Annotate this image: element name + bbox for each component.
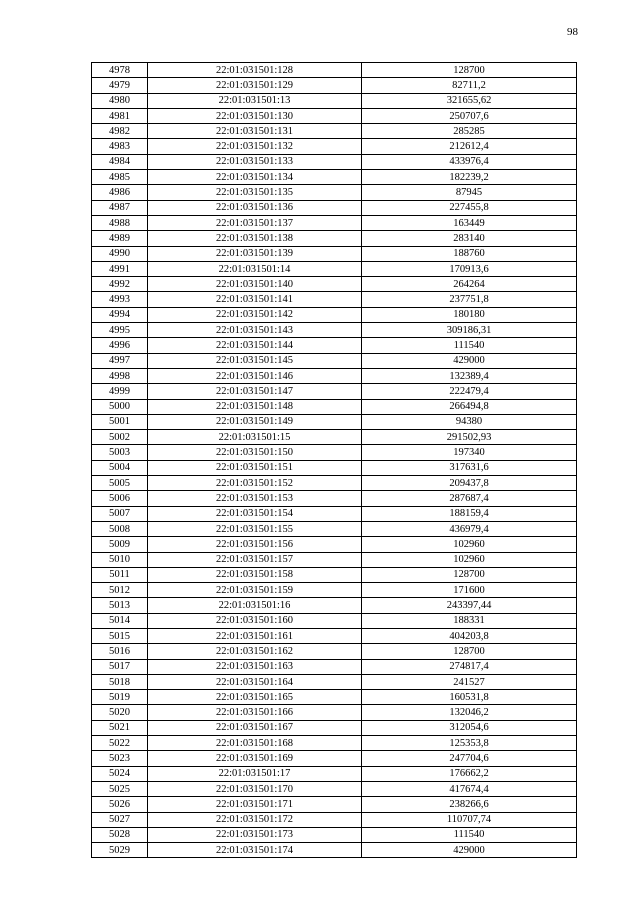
row-number-cell: 4995 xyxy=(92,323,148,338)
cadastral-number-cell: 22:01:031501:133 xyxy=(148,154,362,169)
value-cell: 250707,6 xyxy=(362,108,577,123)
value-cell: 433976,4 xyxy=(362,154,577,169)
table-row xyxy=(92,781,577,796)
row-number-cell: 5026 xyxy=(92,797,148,812)
row-number-cell: 5029 xyxy=(92,843,148,858)
table-row xyxy=(92,674,577,689)
row-number-cell: 4989 xyxy=(92,231,148,246)
cadastral-number-cell: 22:01:031501:150 xyxy=(148,445,362,460)
value-cell: 180180 xyxy=(362,307,577,322)
table-row xyxy=(92,185,577,200)
cadastral-number-cell: 22:01:031501:141 xyxy=(148,292,362,307)
cadastral-number-cell: 22:01:031501:135 xyxy=(148,185,362,200)
cadastral-number-cell: 22:01:031501:165 xyxy=(148,690,362,705)
value-cell: 188760 xyxy=(362,246,577,261)
cadastral-number-cell: 22:01:031501:144 xyxy=(148,338,362,353)
cadastral-number-cell: 22:01:031501:164 xyxy=(148,674,362,689)
value-cell: 111540 xyxy=(362,338,577,353)
table-row xyxy=(92,812,577,827)
cadastral-number-cell: 22:01:031501:157 xyxy=(148,552,362,567)
row-number-cell: 5025 xyxy=(92,781,148,796)
value-cell: 87945 xyxy=(362,185,577,200)
row-number-cell: 5027 xyxy=(92,812,148,827)
cadastral-number-cell: 22:01:031501:159 xyxy=(148,583,362,598)
cadastral-number-cell: 22:01:031501:153 xyxy=(148,491,362,506)
cadastral-number-cell: 22:01:031501:143 xyxy=(148,323,362,338)
cadastral-number-cell: 22:01:031501:17 xyxy=(148,766,362,781)
value-cell: 417674,4 xyxy=(362,781,577,796)
table-row xyxy=(92,384,577,399)
row-number-cell: 5011 xyxy=(92,567,148,582)
cadastral-number-cell: 22:01:031501:168 xyxy=(148,736,362,751)
value-cell: 241527 xyxy=(362,674,577,689)
cadastral-number-cell: 22:01:031501:136 xyxy=(148,200,362,215)
row-number-cell: 4992 xyxy=(92,277,148,292)
table-row xyxy=(92,460,577,475)
table-row xyxy=(92,215,577,230)
row-number-cell: 5012 xyxy=(92,583,148,598)
table-row xyxy=(92,506,577,521)
cadastral-number-cell: 22:01:031501:155 xyxy=(148,521,362,536)
row-number-cell: 5014 xyxy=(92,613,148,628)
value-cell: 285285 xyxy=(362,124,577,139)
value-cell: 102960 xyxy=(362,552,577,567)
value-cell: 243397,44 xyxy=(362,598,577,613)
table-row xyxy=(92,476,577,491)
table-row xyxy=(92,797,577,812)
table-row xyxy=(92,491,577,506)
row-number-cell: 5003 xyxy=(92,445,148,460)
cadastral-number-cell: 22:01:031501:128 xyxy=(148,63,362,78)
row-number-cell: 5009 xyxy=(92,537,148,552)
table-row xyxy=(92,353,577,368)
cadastral-number-cell: 22:01:031501:173 xyxy=(148,827,362,842)
value-cell: 274817,4 xyxy=(362,659,577,674)
value-cell: 163449 xyxy=(362,215,577,230)
cadastral-number-cell: 22:01:031501:172 xyxy=(148,812,362,827)
row-number-cell: 4996 xyxy=(92,338,148,353)
table-row xyxy=(92,720,577,735)
cadastral-number-cell: 22:01:031501:151 xyxy=(148,460,362,475)
row-number-cell: 5018 xyxy=(92,674,148,689)
cadastral-number-cell: 22:01:031501:15 xyxy=(148,430,362,445)
table-row xyxy=(92,567,577,582)
value-cell: 125353,8 xyxy=(362,736,577,751)
table-row xyxy=(92,766,577,781)
cadastral-number-cell: 22:01:031501:160 xyxy=(148,613,362,628)
table-row xyxy=(92,552,577,567)
cadastral-number-cell: 22:01:031501:156 xyxy=(148,537,362,552)
table-row xyxy=(92,108,577,123)
row-number-cell: 4978 xyxy=(92,63,148,78)
cadastral-number-cell: 22:01:031501:14 xyxy=(148,261,362,276)
table-body xyxy=(92,63,577,858)
cadastral-number-cell: 22:01:031501:140 xyxy=(148,277,362,292)
table-row xyxy=(92,338,577,353)
cadastral-number-cell: 22:01:031501:163 xyxy=(148,659,362,674)
value-cell: 132046,2 xyxy=(362,705,577,720)
value-cell: 160531,8 xyxy=(362,690,577,705)
cadastral-number-cell: 22:01:031501:154 xyxy=(148,506,362,521)
cadastral-number-cell: 22:01:031501:138 xyxy=(148,231,362,246)
table-row xyxy=(92,139,577,154)
row-number-cell: 4987 xyxy=(92,200,148,215)
table-row xyxy=(92,690,577,705)
value-cell: 321655,62 xyxy=(362,93,577,108)
table-row xyxy=(92,843,577,858)
value-cell: 176662,2 xyxy=(362,766,577,781)
row-number-cell: 5000 xyxy=(92,399,148,414)
cadastral-number-cell: 22:01:031501:170 xyxy=(148,781,362,796)
cadastral-number-cell: 22:01:031501:152 xyxy=(148,476,362,491)
value-cell: 222479,4 xyxy=(362,384,577,399)
value-cell: 197340 xyxy=(362,445,577,460)
value-cell: 170913,6 xyxy=(362,261,577,276)
table-row xyxy=(92,659,577,674)
row-number-cell: 5010 xyxy=(92,552,148,567)
cadastral-number-cell: 22:01:031501:158 xyxy=(148,567,362,582)
value-cell: 237751,8 xyxy=(362,292,577,307)
row-number-cell: 5023 xyxy=(92,751,148,766)
cadastral-number-cell: 22:01:031501:171 xyxy=(148,797,362,812)
table-row xyxy=(92,93,577,108)
table-row xyxy=(92,583,577,598)
value-cell: 188331 xyxy=(362,613,577,628)
table-row xyxy=(92,246,577,261)
row-number-cell: 5001 xyxy=(92,414,148,429)
cadastral-number-cell: 22:01:031501:149 xyxy=(148,414,362,429)
row-number-cell: 5024 xyxy=(92,766,148,781)
row-number-cell: 5002 xyxy=(92,430,148,445)
cadastral-number-cell: 22:01:031501:130 xyxy=(148,108,362,123)
row-number-cell: 5020 xyxy=(92,705,148,720)
value-cell: 287687,4 xyxy=(362,491,577,506)
table-row xyxy=(92,78,577,93)
value-cell: 212612,4 xyxy=(362,139,577,154)
row-number-cell: 5015 xyxy=(92,628,148,643)
value-cell: 209437,8 xyxy=(362,476,577,491)
cadastral-number-cell: 22:01:031501:131 xyxy=(148,124,362,139)
value-cell: 102960 xyxy=(362,537,577,552)
value-cell: 238266,6 xyxy=(362,797,577,812)
row-number-cell: 4980 xyxy=(92,93,148,108)
cadastral-number-cell: 22:01:031501:174 xyxy=(148,843,362,858)
cadastral-number-cell: 22:01:031501:162 xyxy=(148,644,362,659)
cadastral-number-cell: 22:01:031501:166 xyxy=(148,705,362,720)
cadastral-number-cell: 22:01:031501:161 xyxy=(148,628,362,643)
row-number-cell: 4998 xyxy=(92,368,148,383)
value-cell: 182239,2 xyxy=(362,170,577,185)
table-row xyxy=(92,644,577,659)
table-row xyxy=(92,63,577,78)
table-row xyxy=(92,124,577,139)
cadastral-number-cell: 22:01:031501:13 xyxy=(148,93,362,108)
value-cell: 312054,6 xyxy=(362,720,577,735)
cadastral-number-cell: 22:01:031501:147 xyxy=(148,384,362,399)
row-number-cell: 5022 xyxy=(92,736,148,751)
value-cell: 429000 xyxy=(362,353,577,368)
table-row xyxy=(92,537,577,552)
row-number-cell: 5016 xyxy=(92,644,148,659)
cadastral-number-cell: 22:01:031501:132 xyxy=(148,139,362,154)
table-row xyxy=(92,323,577,338)
row-number-cell: 5008 xyxy=(92,521,148,536)
table-row xyxy=(92,170,577,185)
row-number-cell: 5006 xyxy=(92,491,148,506)
row-number-cell: 4991 xyxy=(92,261,148,276)
table-row xyxy=(92,598,577,613)
cadastral-number-cell: 22:01:031501:146 xyxy=(148,368,362,383)
table-row xyxy=(92,368,577,383)
table-row xyxy=(92,399,577,414)
table-row xyxy=(92,751,577,766)
cadastral-number-cell: 22:01:031501:129 xyxy=(148,78,362,93)
cadastral-number-cell: 22:01:031501:137 xyxy=(148,215,362,230)
table-row xyxy=(92,200,577,215)
value-cell: 171600 xyxy=(362,583,577,598)
row-number-cell: 4988 xyxy=(92,215,148,230)
row-number-cell: 5013 xyxy=(92,598,148,613)
table-row xyxy=(92,154,577,169)
table-row xyxy=(92,277,577,292)
row-number-cell: 4982 xyxy=(92,124,148,139)
value-cell: 110707,74 xyxy=(362,812,577,827)
table-row xyxy=(92,414,577,429)
cadastral-number-cell: 22:01:031501:134 xyxy=(148,170,362,185)
table-row xyxy=(92,705,577,720)
row-number-cell: 4981 xyxy=(92,108,148,123)
row-number-cell: 4993 xyxy=(92,292,148,307)
table-row xyxy=(92,628,577,643)
value-cell: 128700 xyxy=(362,644,577,659)
cadastral-number-cell: 22:01:031501:148 xyxy=(148,399,362,414)
cadastral-value-table xyxy=(91,62,577,858)
row-number-cell: 5028 xyxy=(92,827,148,842)
value-cell: 128700 xyxy=(362,63,577,78)
value-cell: 436979,4 xyxy=(362,521,577,536)
table-row xyxy=(92,445,577,460)
table-row xyxy=(92,231,577,246)
row-number-cell: 4985 xyxy=(92,170,148,185)
page-number: 98 xyxy=(567,26,578,38)
table-row xyxy=(92,613,577,628)
value-cell: 128700 xyxy=(362,567,577,582)
value-cell: 188159,4 xyxy=(362,506,577,521)
table-row xyxy=(92,261,577,276)
row-number-cell: 5005 xyxy=(92,476,148,491)
value-cell: 132389,4 xyxy=(362,368,577,383)
row-number-cell: 4997 xyxy=(92,353,148,368)
row-number-cell: 4999 xyxy=(92,384,148,399)
value-cell: 94380 xyxy=(362,414,577,429)
row-number-cell: 5021 xyxy=(92,720,148,735)
row-number-cell: 5004 xyxy=(92,460,148,475)
value-cell: 227455,8 xyxy=(362,200,577,215)
table-row xyxy=(92,827,577,842)
row-number-cell: 4983 xyxy=(92,139,148,154)
row-number-cell: 5007 xyxy=(92,506,148,521)
value-cell: 247704,6 xyxy=(362,751,577,766)
cadastral-number-cell: 22:01:031501:139 xyxy=(148,246,362,261)
row-number-cell: 4986 xyxy=(92,185,148,200)
table-row xyxy=(92,307,577,322)
value-cell: 111540 xyxy=(362,827,577,842)
value-cell: 404203,8 xyxy=(362,628,577,643)
row-number-cell: 4994 xyxy=(92,307,148,322)
row-number-cell: 5017 xyxy=(92,659,148,674)
row-number-cell: 4990 xyxy=(92,246,148,261)
value-cell: 317631,6 xyxy=(362,460,577,475)
value-cell: 266494,8 xyxy=(362,399,577,414)
value-cell: 283140 xyxy=(362,231,577,246)
table-row xyxy=(92,292,577,307)
cadastral-number-cell: 22:01:031501:142 xyxy=(148,307,362,322)
row-number-cell: 5019 xyxy=(92,690,148,705)
row-number-cell: 4979 xyxy=(92,78,148,93)
table-row xyxy=(92,521,577,536)
value-cell: 82711,2 xyxy=(362,78,577,93)
value-cell: 291502,93 xyxy=(362,430,577,445)
row-number-cell: 4984 xyxy=(92,154,148,169)
cadastral-number-cell: 22:01:031501:169 xyxy=(148,751,362,766)
cadastral-number-cell: 22:01:031501:16 xyxy=(148,598,362,613)
table-row xyxy=(92,736,577,751)
value-cell: 309186,31 xyxy=(362,323,577,338)
cadastral-number-cell: 22:01:031501:167 xyxy=(148,720,362,735)
value-cell: 264264 xyxy=(362,277,577,292)
table-row xyxy=(92,430,577,445)
cadastral-number-cell: 22:01:031501:145 xyxy=(148,353,362,368)
value-cell: 429000 xyxy=(362,843,577,858)
